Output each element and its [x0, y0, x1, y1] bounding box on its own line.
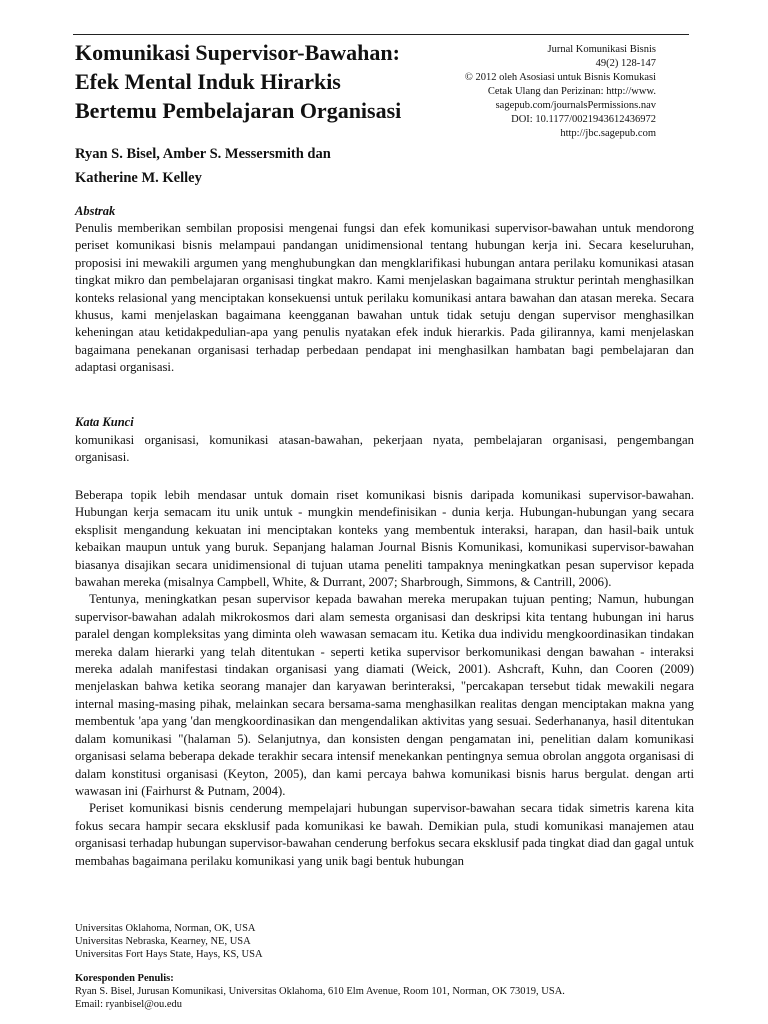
- affiliation: Universitas Oklahoma, Norman, OK, USA: [75, 923, 256, 934]
- correspondence-address: Ryan S. Bisel, Jurusan Komunikasi, Universitas Oklahoma, 610 Elm Avenue, Room 101, Norman, OK 73019, USA.: [75, 986, 565, 997]
- title-line: Efek Mental Induk Hirarkis: [75, 69, 341, 94]
- journal-volume: 49(2) 128-147: [595, 58, 656, 69]
- doi: DOI: 10.1177/0021943612436972: [511, 114, 656, 125]
- title-line: Komunikasi Supervisor-Bawahan:: [75, 40, 400, 65]
- keywords-text: komunikasi organisasi, komunikasi atasan-bawahan, pekerjaan nyata, pembelajaran organisasi, pengembangan organisasi.: [75, 433, 694, 465]
- abstract-text: Penulis memberikan sembilan proposisi mengenai fungsi dan efek komunikasi supervisor-bawahan untuk mendorong periset komunikasi bisnis melampaui pandangan unidimensional tentang hubungan kerja ini. Secara keseluruhan, proposisi ini mewakili argumen yang menghubungkan dan mengklarifikasi hubungan antara perilaku komunikasi atasan tingkat mikro dan pembelajaran organisasi tingkat makro. Kami menjelaskan bagaimana struktur perintah menghasilkan konteks relasional yang menciptakan konsekuensi untuk perilaku komunikasi antara bawahan dan atasan mereka. Secara khusus, kami menjelaskan bagaimana keengganan bawahan untuk tidak setuju dengan supervisor menghasilkan keheningan atau ketidakpedulian-apa yang penulis nyatakan efek induk hierarkis. Pada gilirannya, kami menjelaskan bagaimana penekanan organisasi terhadap perbedaan pendapat ini menghasilkan hambatan bagi pembelajaran dan adaptasi organisasi.: [75, 221, 694, 375]
- body-paragraph: Tentunya, meningkatkan pesan supervisor kepada bawahan mereka merupakan tujuan penting; Namun, hubungan supervisor-bawahan adalah mikrokosmos dari alam semesta organisasi dan deskripsi kita tentang hubungan ini harus paralel dengan kompleksitas yang diminta oleh wawasan semacam itu. Ketika dua individu mengkoordinasikan tindakan mereka dalam hierarki yang telah ditentukan - seperti ketika supervisor berkomunikasi dengan bawahan - interaksi mereka adalah manifestasi tindakan organisasi yang diamati (Weick, 2001). Ashcraft, Kuhn, dan Cooren (2009) menjelaskan bahwa ketika seorang manajer dan karyawan berinteraksi, "percakapan tersebut tidak mewakili negara internal masing-masing pihak, melainkan secara bersama-sama menghasilkan realitas dengan menciptakan makna yang membentuk 'apa yang 'dan mengkoordinasikan dan mengendalikan aktivitas yang sesuai. Sederhananya, hasil ditentukan dalam komunikasi "(halaman 5). Selanjutnya, dan konsisten dengan pengamatan ini, penelitian dalam komunikasi organisasi selama beberapa dekade terakhir secara intensif menekankan pentingnya semua obrolan anggota organisasi di dalam konstitusi organisasi (Keyton, 2005), dan kami percaya bahwa komunikasi bisnis harus bergulat. dengan arti wawasan ini (Fairhurst & Putnam, 2004).: [75, 592, 694, 798]
- copyright: © 2012 oleh Asosiasi untuk Bisnis Komukasi: [464, 72, 656, 83]
- title-line: Bertemu Pembelajaran Organisasi: [75, 98, 402, 123]
- body-text: [75, 487, 694, 870]
- keywords-heading: Kata Kunci: [75, 415, 134, 429]
- journal-info: [406, 43, 656, 141]
- correspondence-label: Koresponden Penulis:: [75, 973, 174, 984]
- abstract-heading: Abstrak: [75, 204, 116, 218]
- affiliations: [75, 922, 263, 961]
- permissions-line: Cetak Ulang dan Perizinan: http://www.: [487, 86, 656, 97]
- article-title: [75, 38, 445, 125]
- body-paragraph: Periset komunikasi bisnis cenderung mempelajari hubungan supervisor-bawahan secara tidak simetris karena kita fokus secara hampir secara eksklusif pada komunikasi ke bawah. Demikian pula, studi komunikasi manajemen atau organisasi terhadap hubungan supervisor-bawahan cenderung berfokus secara eksklusif pada tingkat diad dan gagal untuk membahas bagaimana perilaku komunikasi yang unik bagi bentuk hubungan: [75, 801, 694, 868]
- journal-name: Jurnal Komunikasi Bisnis: [547, 44, 656, 55]
- permissions-link: sagepub.com/journalsPermissions.nav: [495, 100, 656, 111]
- correspondence-email: Email: ryanbisel@ou.edu: [75, 999, 183, 1010]
- affiliation: Universitas Nebraska, Kearney, NE, USA: [75, 936, 251, 947]
- journal-url: http://jbc.sagepub.com: [560, 128, 656, 139]
- correspondence: [75, 972, 565, 1011]
- author-line: Katherine M. Kelley: [75, 170, 202, 186]
- authors: [75, 142, 331, 190]
- author-line: Ryan S. Bisel, Amber S. Messersmith dan: [75, 146, 331, 162]
- top-rule: [73, 34, 689, 35]
- body-paragraph: Beberapa topik lebih mendasar untuk domain riset komunikasi bisnis daripada komunikasi supervisor-bawahan. Hubungan kerja semacam itu unik untuk - mungkin mendefinisikan - dunia kerja. Hubungan-hubungan yang secara eksplisit mengandung kekuatan ini menciptakan konteks yang membentuk interaksi, harapan, dan hasil-baik untuk kebaikan maupun untuk yang buruk. Sepanjang halaman Journal Bisnis Komunikasi, komunikasi supervisor-bawahan biasanya disajikan secara unidimensional di tujuan utama peneliti tampaknya meningkatkan pesan supervisor kepada bawahan mereka (misalnya Campbell, White, & Durrant, 2007; Sharbrough, Simmons, & Cantrill, 2006).: [75, 488, 694, 590]
- affiliation: Universitas Fort Hays State, Hays, KS, USA: [75, 949, 263, 960]
